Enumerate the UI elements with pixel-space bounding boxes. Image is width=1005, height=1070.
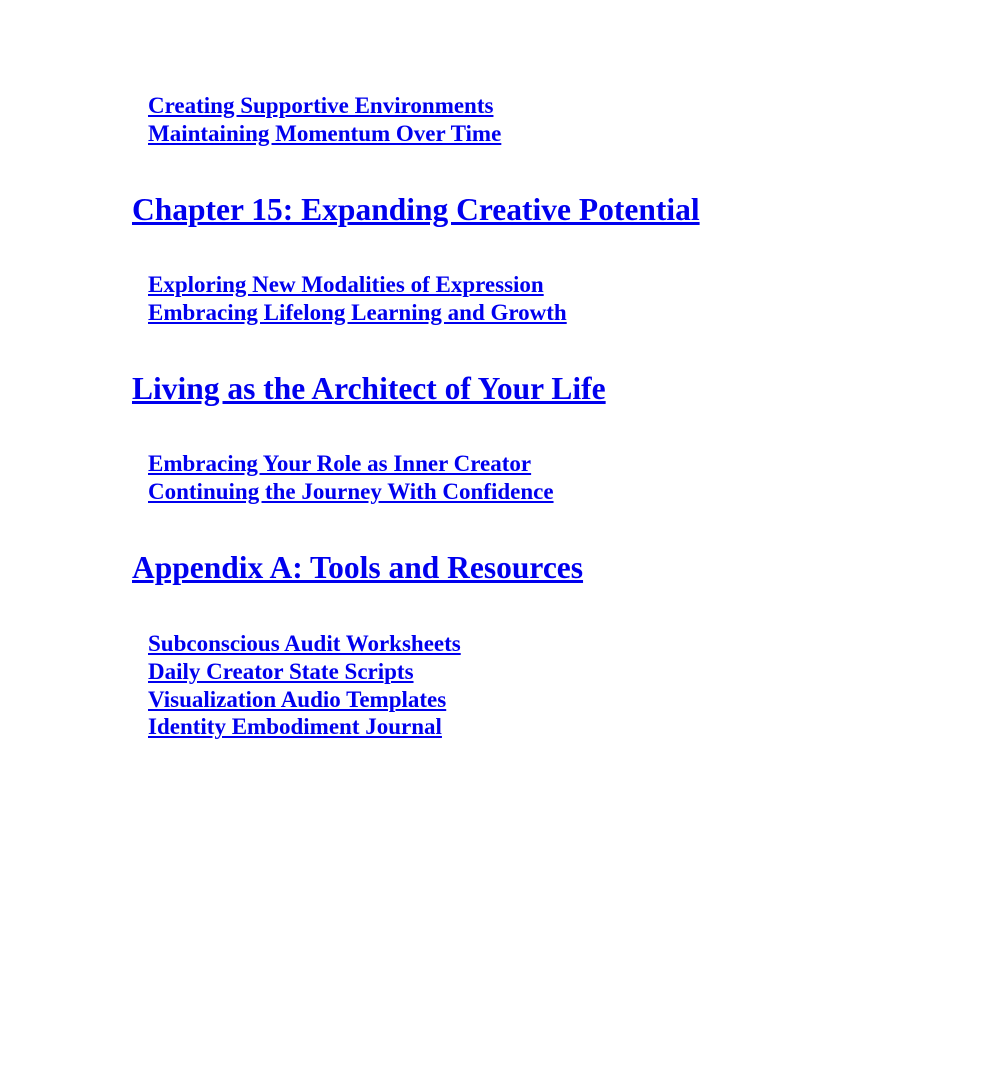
continued-section-list — [148, 92, 501, 148]
chapter-15-section-list — [148, 271, 567, 327]
list-item — [148, 92, 501, 120]
list-item — [148, 630, 461, 658]
toc-link-embracing-lifelong-learning[interactable]: Embracing Lifelong Learning and Growth — [148, 299, 567, 325]
toc-link-embracing-inner-creator[interactable]: Embracing Your Role as Inner Creator — [148, 451, 532, 476]
toc-link-chapter-15[interactable]: Chapter 15: Expanding Creative Potential — [132, 192, 700, 227]
living-architect-section-list — [148, 450, 554, 506]
appendix-a-section-list — [148, 630, 461, 741]
list-item — [148, 713, 461, 741]
list-item — [148, 299, 567, 327]
toc-link-creating-supportive-environments[interactable]: Creating Supportive Environments — [148, 93, 494, 118]
toc-link-continuing-journey[interactable]: Continuing the Journey With Confidence — [148, 478, 554, 504]
toc-link-identity-journal[interactable]: Identity Embodiment Journal — [148, 714, 442, 740]
list-item — [148, 271, 567, 299]
toc-link-appendix-a[interactable]: Appendix A: Tools and Resources — [132, 550, 584, 585]
chapter-heading-living-architect — [132, 371, 606, 407]
toc-link-subconscious-audit[interactable]: Subconscious Audit Worksheets — [148, 631, 461, 656]
list-item — [148, 450, 554, 478]
toc-link-visualization-audio[interactable]: Visualization Audio Templates — [148, 686, 447, 712]
list-item — [148, 120, 501, 148]
chapter-heading-appendix-a — [132, 550, 583, 586]
toc-link-daily-creator-scripts[interactable]: Daily Creator State Scripts — [148, 658, 414, 684]
toc-link-maintaining-momentum[interactable]: Maintaining Momentum Over Time — [148, 120, 502, 146]
chapter-heading-15 — [132, 192, 700, 228]
list-item — [148, 478, 554, 506]
toc-link-living-architect[interactable]: Living as the Architect of Your Life — [132, 371, 606, 406]
toc-link-exploring-new-modalities[interactable]: Exploring New Modalities of Expression — [148, 272, 544, 297]
list-item — [148, 658, 461, 686]
list-item — [148, 686, 461, 714]
